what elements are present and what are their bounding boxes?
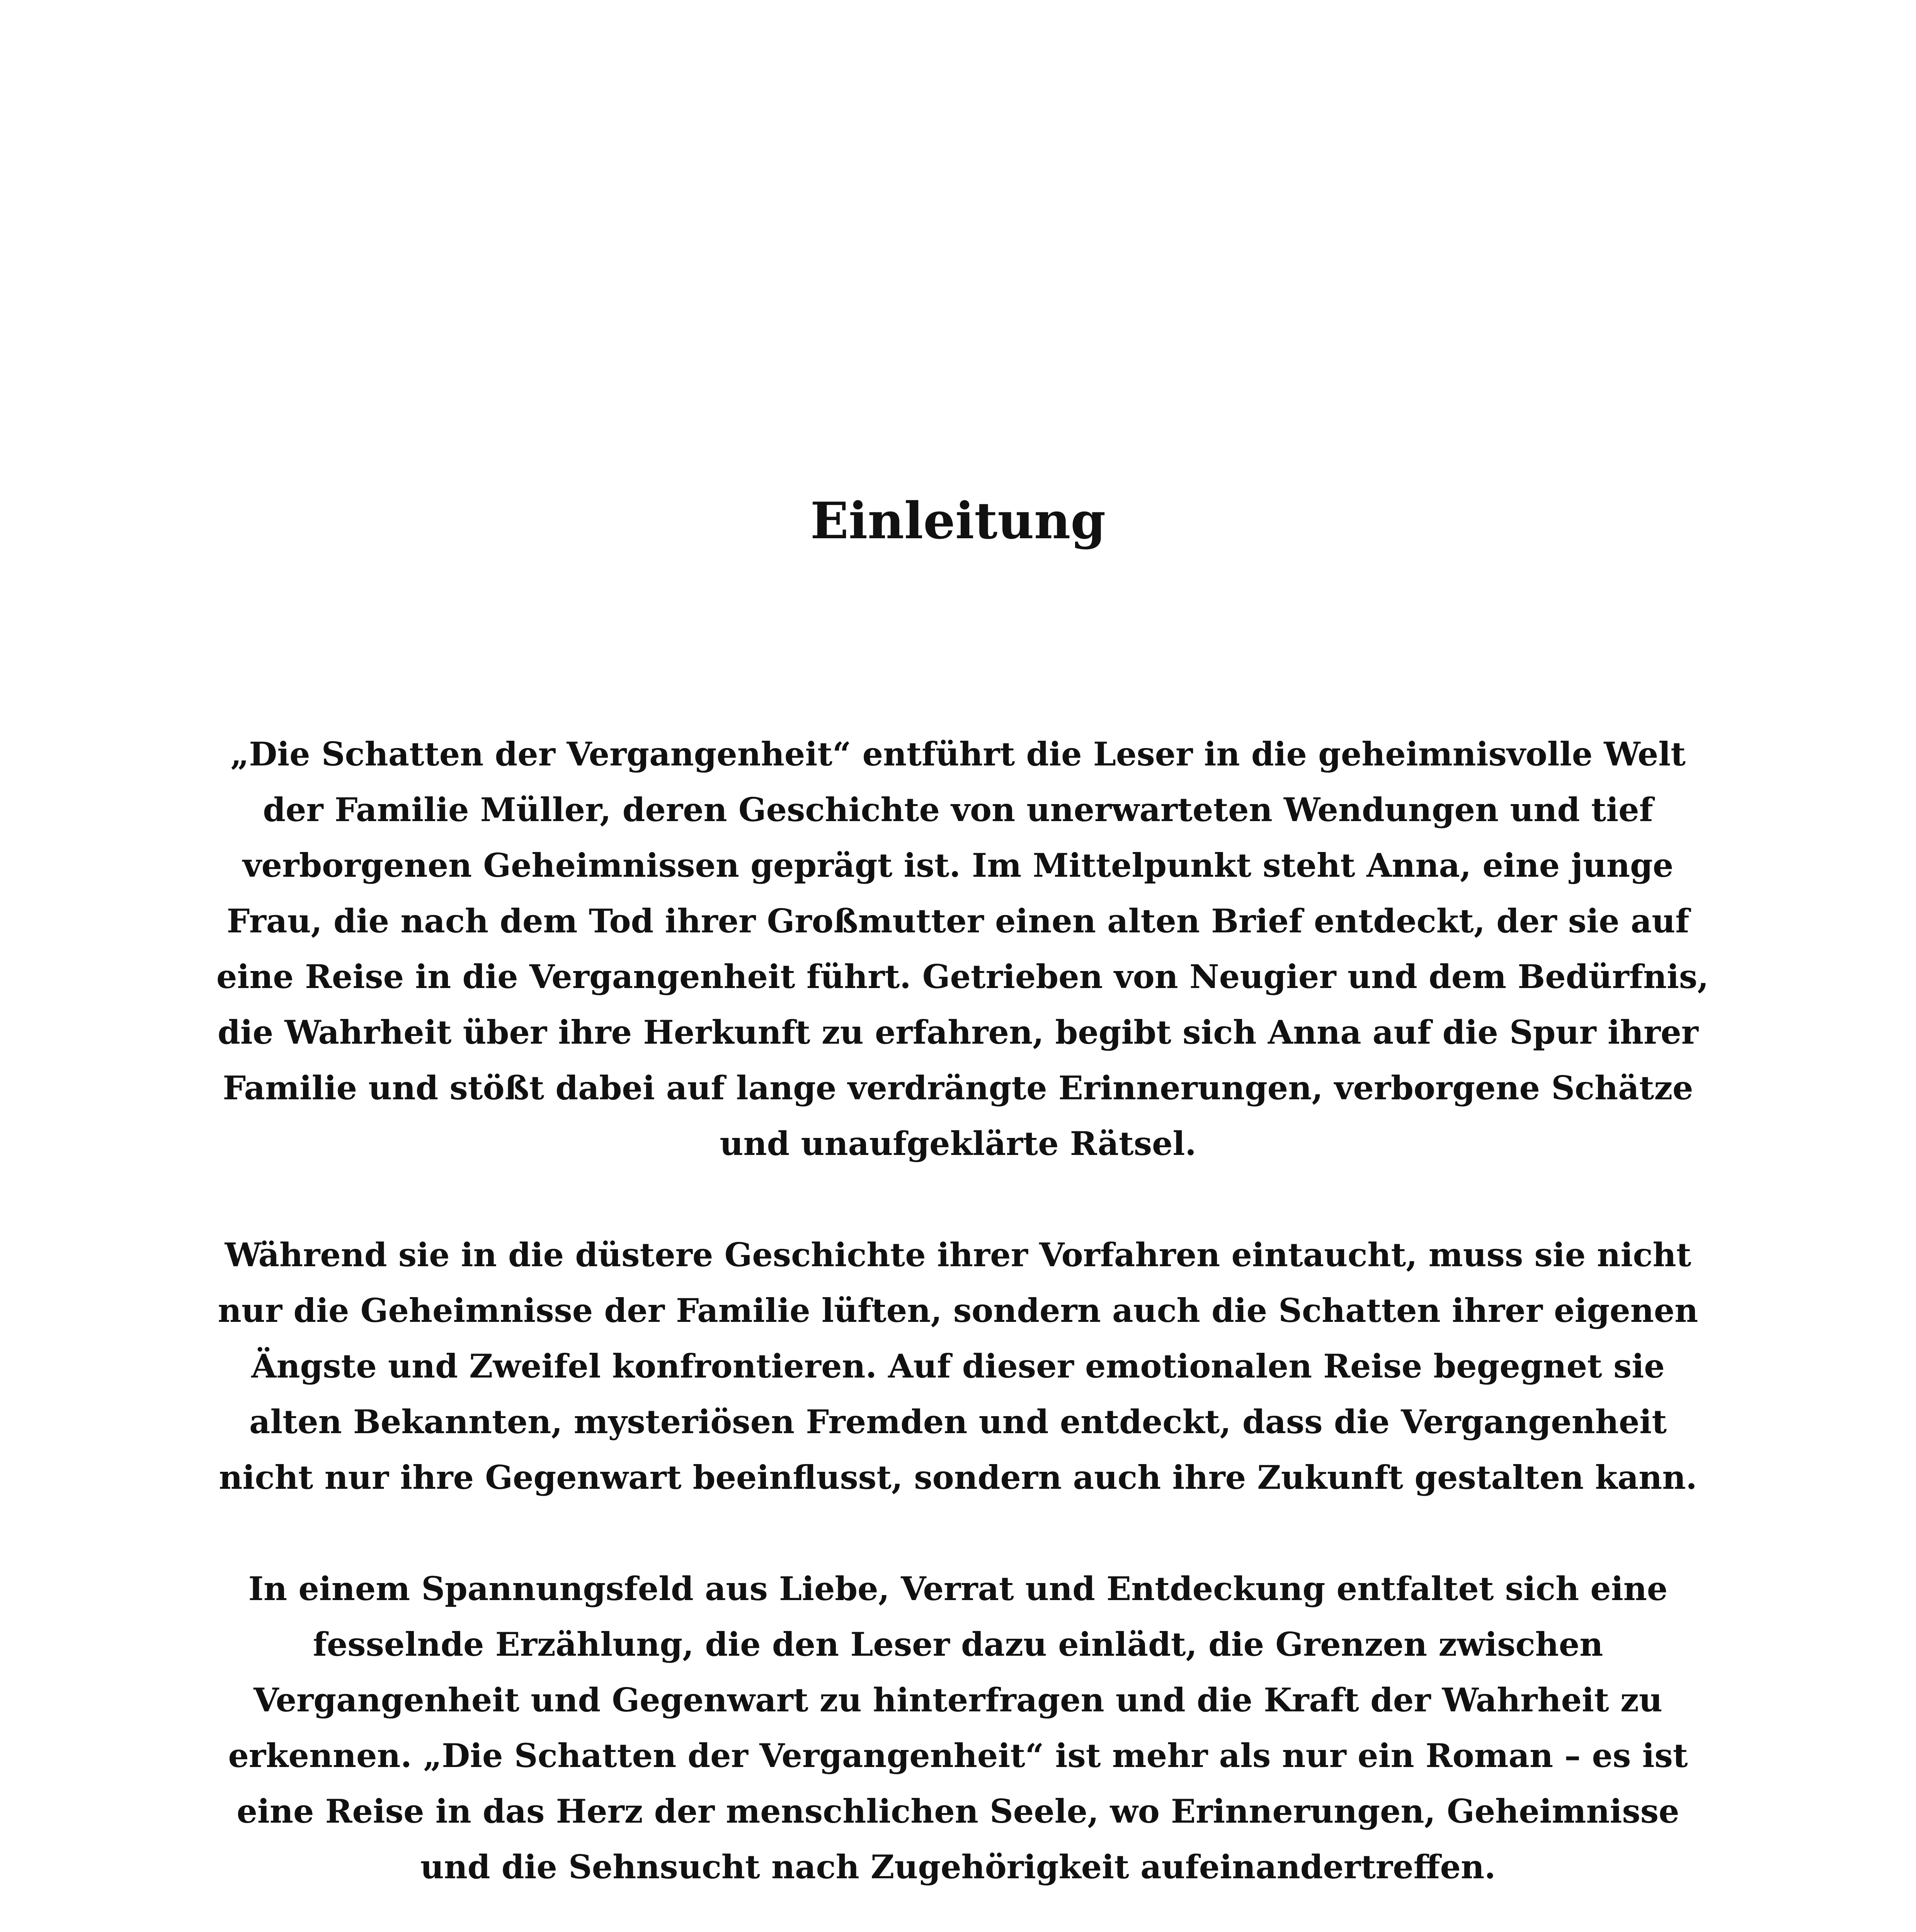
text-line: Während sie in die düstere Geschichte ihrer Vorfahren eintaucht, muss sie nicht [225, 1236, 1691, 1274]
body-text [216, 726, 1709, 1932]
text-line: erkennen. „Die Schatten der Vergangenheit“ ist mehr als nur ein Roman – es ist [228, 1736, 1688, 1775]
text-line: und unaufgeklärte Rätsel. [720, 1124, 1196, 1163]
text-line: „Die Schatten der Vergangenheit“ entführt die Leser in die geheimnisvolle Welt [230, 735, 1686, 773]
text-line: nur die Geheimnisse der Familie lüften, sondern auch die Schatten ihrer eigenen [218, 1291, 1698, 1330]
text-line: eine Reise in das Herz der menschlichen Seele, wo Erinnerungen, Geheimnisse [237, 1792, 1679, 1830]
text-line: der Familie Müller, deren Geschichte von unerwarteten Wendungen und tief [263, 791, 1653, 829]
text-line: eine Reise in die Vergangenheit führt. Getrieben von Neugier und dem Bedürfnis, [216, 957, 1709, 996]
paragraph-2 [216, 1227, 1700, 1505]
text-line: die Wahrheit über ihre Herkunft zu erfahren, begibt sich Anna auf die Spur ihrer [218, 1013, 1698, 1051]
text-line: Frau, die nach dem Tod ihrer Großmutter einen alten Brief entdeckt, der sie auf [226, 902, 1690, 940]
text-line: Ängste und Zweifel konfrontieren. Auf dieser emotionalen Reise begegnet sie [251, 1347, 1665, 1385]
page-title: Einleitung [810, 491, 1106, 550]
text-line: Vergangenheit und Gegenwart zu hinterfragen und die Kraft der Wahrheit zu [254, 1681, 1662, 1719]
text-line: Familie und stößt dabei auf lange verdrängte Erinnerungen, verborgene Schätze [223, 1069, 1693, 1107]
text-line: nicht nur ihre Gegenwart beeinflusst, sondern auch ihre Zukunft gestalten kann. [219, 1458, 1697, 1497]
text-line: fesselnde Erzählung, die den Leser dazu einlädt, die Grenzen zwischen [313, 1625, 1603, 1663]
text-line: verborgenen Geheimnissen geprägt ist. Im Mittelpunkt steht Anna, eine junge [242, 846, 1674, 884]
text-line: In einem Spannungsfeld aus Liebe, Verrat und Entdeckung entfaltet sich eine [248, 1570, 1668, 1608]
paragraph-3 [216, 1561, 1700, 1895]
text-line: und die Sehnsucht nach Zugehörigkeit aufeinandertreffen. [420, 1848, 1496, 1886]
paragraph-1 [216, 726, 1709, 1172]
text-line: alten Bekannten, mysteriösen Fremden und entdeckt, dass die Vergangenheit [249, 1403, 1667, 1441]
